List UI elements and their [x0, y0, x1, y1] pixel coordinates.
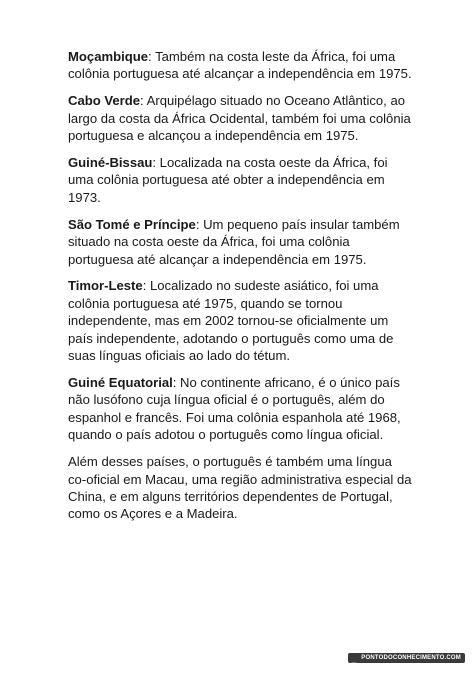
site-logo[interactable] — [348, 653, 465, 663]
text-guine-equatorial: : No continente africano, é o único país não lusófono cuja língua oficial é o português, além do espanhol e francês. Foi uma colônia espanhola até 1968, quando o país adotou o português como língua oficial. — [68, 375, 401, 443]
text-guine-bissau: : Localizada na costa oeste da África, foi uma colônia portuguesa até obter a independência em 1973. — [68, 155, 388, 205]
paragraph-guine-bissau — [68, 154, 413, 206]
text-timor-leste: : Localizado no sudeste asiático, foi uma colônia portuguesa até 1975, quando se tornou independente, mas em 2002 tornou-se oficialmente um país independente, adotando o português como uma de suas línguas oficiais ao lado do tétum. — [68, 278, 394, 364]
paragraph-mocambique — [68, 48, 413, 83]
term-sao-tome: São Tomé e Príncipe — [68, 216, 196, 232]
paragraph-closing: Além desses países, o português é também uma língua co-oficial em Macau, uma região administrativa especial da China, e em alguns territórios dependentes de Portugal, como os Açores e a Madeira. — [68, 454, 412, 522]
book-icon — [350, 655, 358, 661]
term-guine-equatorial: Guiné Equatorial — [68, 375, 173, 390]
paragraph-cabo-verde — [68, 92, 413, 144]
text-sao-tome: : Um pequeno país insular também situado na costa oeste da África, foi uma colônia portuguesa até alcançar a independência em 1975. — [68, 216, 400, 267]
paragraph-timor-leste — [68, 277, 413, 364]
logo-text: PONTODOCONHECIMENTO.COM — [361, 655, 461, 661]
term-cabo-verde: Cabo Verde — [68, 93, 141, 109]
text-cabo-verde: : Arquipélago situado no Oceano Atlântico, ao largo da costa da África Ocidental, também foi uma colônia portuguesa e alcançou a independência em 1975. — [68, 93, 411, 144]
text-mocambique: : Também na costa leste da África, foi uma colônia portuguesa até alcançar a independência em 1975. — [68, 49, 412, 82]
term-guine-bissau: Guiné-Bissau — [68, 155, 153, 171]
paragraph-sao-tome — [68, 216, 413, 268]
paragraph-guine-equatorial — [68, 374, 413, 444]
term-mocambique: Moçambique — [68, 49, 149, 64]
term-timor-leste: Timor-Leste — [68, 278, 143, 294]
document-body — [68, 48, 413, 532]
